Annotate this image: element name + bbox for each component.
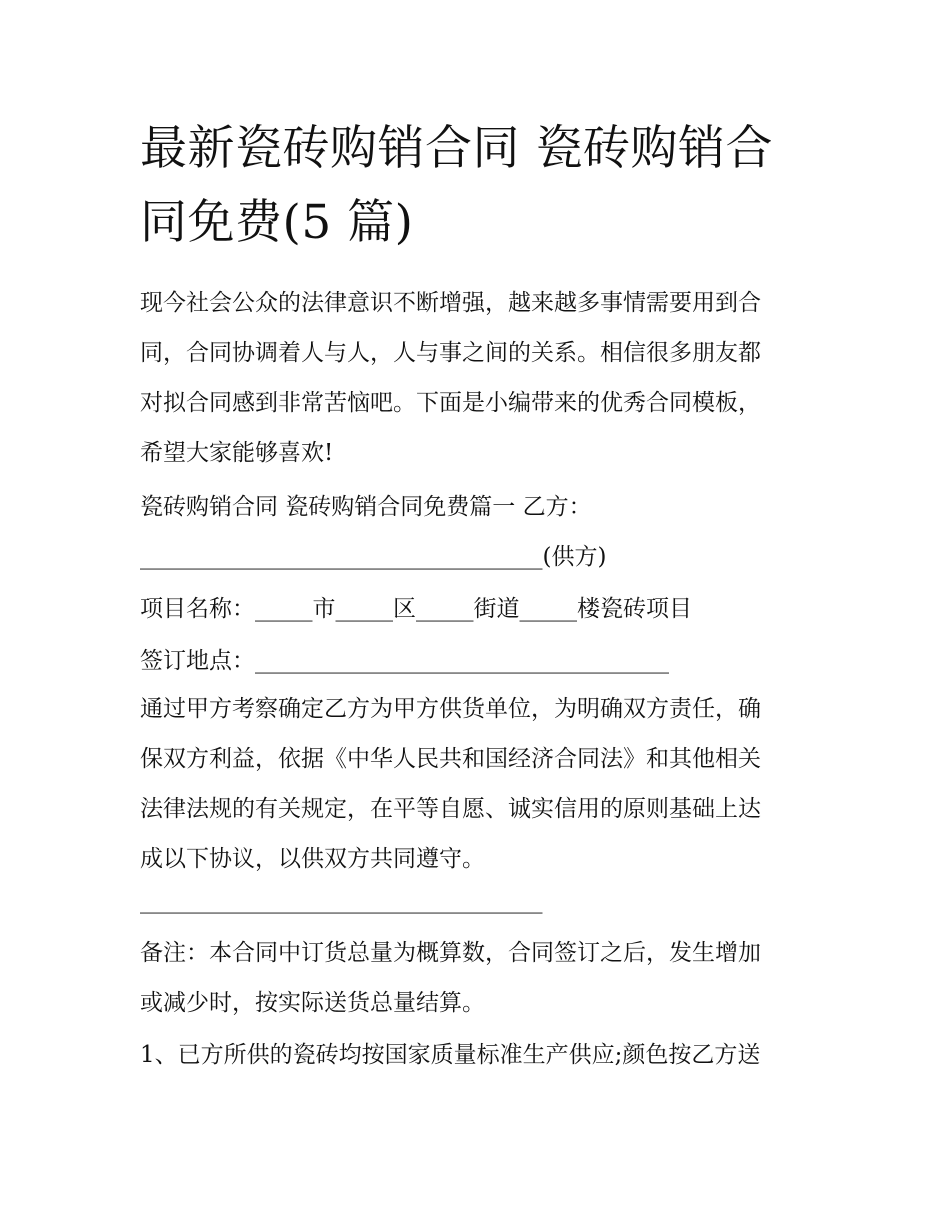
clause-1: 1、已方所供的瓷砖均按国家质量标准生产供应;颜色按乙方送 bbox=[140, 1042, 761, 1068]
project-name-line: 项目名称：_____市_____区_____街道_____楼瓷砖项目 bbox=[140, 596, 692, 622]
supplier-line: ___________________________________(供方) bbox=[140, 544, 607, 570]
title-line-2: 同免费(5 篇) bbox=[140, 195, 414, 250]
document-title bbox=[140, 112, 820, 260]
title-line-1: 最新瓷砖购销合同 瓷砖购销合 bbox=[140, 121, 773, 176]
body-line-3: 法律法规的有关规定，在平等自愿、诚实信用的原则基础上达 bbox=[140, 796, 761, 822]
separator-line: ___________________________________ bbox=[140, 888, 543, 914]
signing-place-line: 签订地点：____________________________________ bbox=[140, 648, 669, 674]
body-line-4: 成以下协议，以供双方共同遵守。 bbox=[140, 846, 485, 872]
body-line-1: 通过甲方考察确定乙方为甲方供货单位，为明确双方责任，确 bbox=[140, 696, 761, 722]
body-line-2: 保双方利益，依据《中华人民共和国经济合同法》和其他相关 bbox=[140, 746, 761, 772]
intro-line-4: 希望大家能够喜欢! bbox=[140, 440, 334, 466]
note-line-1: 备注：本合同中订货总量为概算数，合同签订之后，发生增加 bbox=[140, 940, 761, 966]
intro-line-3: 对拟合同感到非常苦恼吧。下面是小编带来的优秀合同模板， bbox=[140, 390, 761, 416]
note-line-2: 或减少时，按实际送货总量结算。 bbox=[140, 990, 485, 1016]
intro-line-2: 同，合同协调着人与人，人与事之间的关系。相信很多朋友都 bbox=[140, 340, 761, 366]
intro-line-1: 现今社会公众的法律意识不断增强，越来越多事情需要用到合 bbox=[140, 290, 761, 316]
section-heading: 瓷砖购销合同 瓷砖购销合同免费篇一 乙方： bbox=[140, 494, 592, 520]
